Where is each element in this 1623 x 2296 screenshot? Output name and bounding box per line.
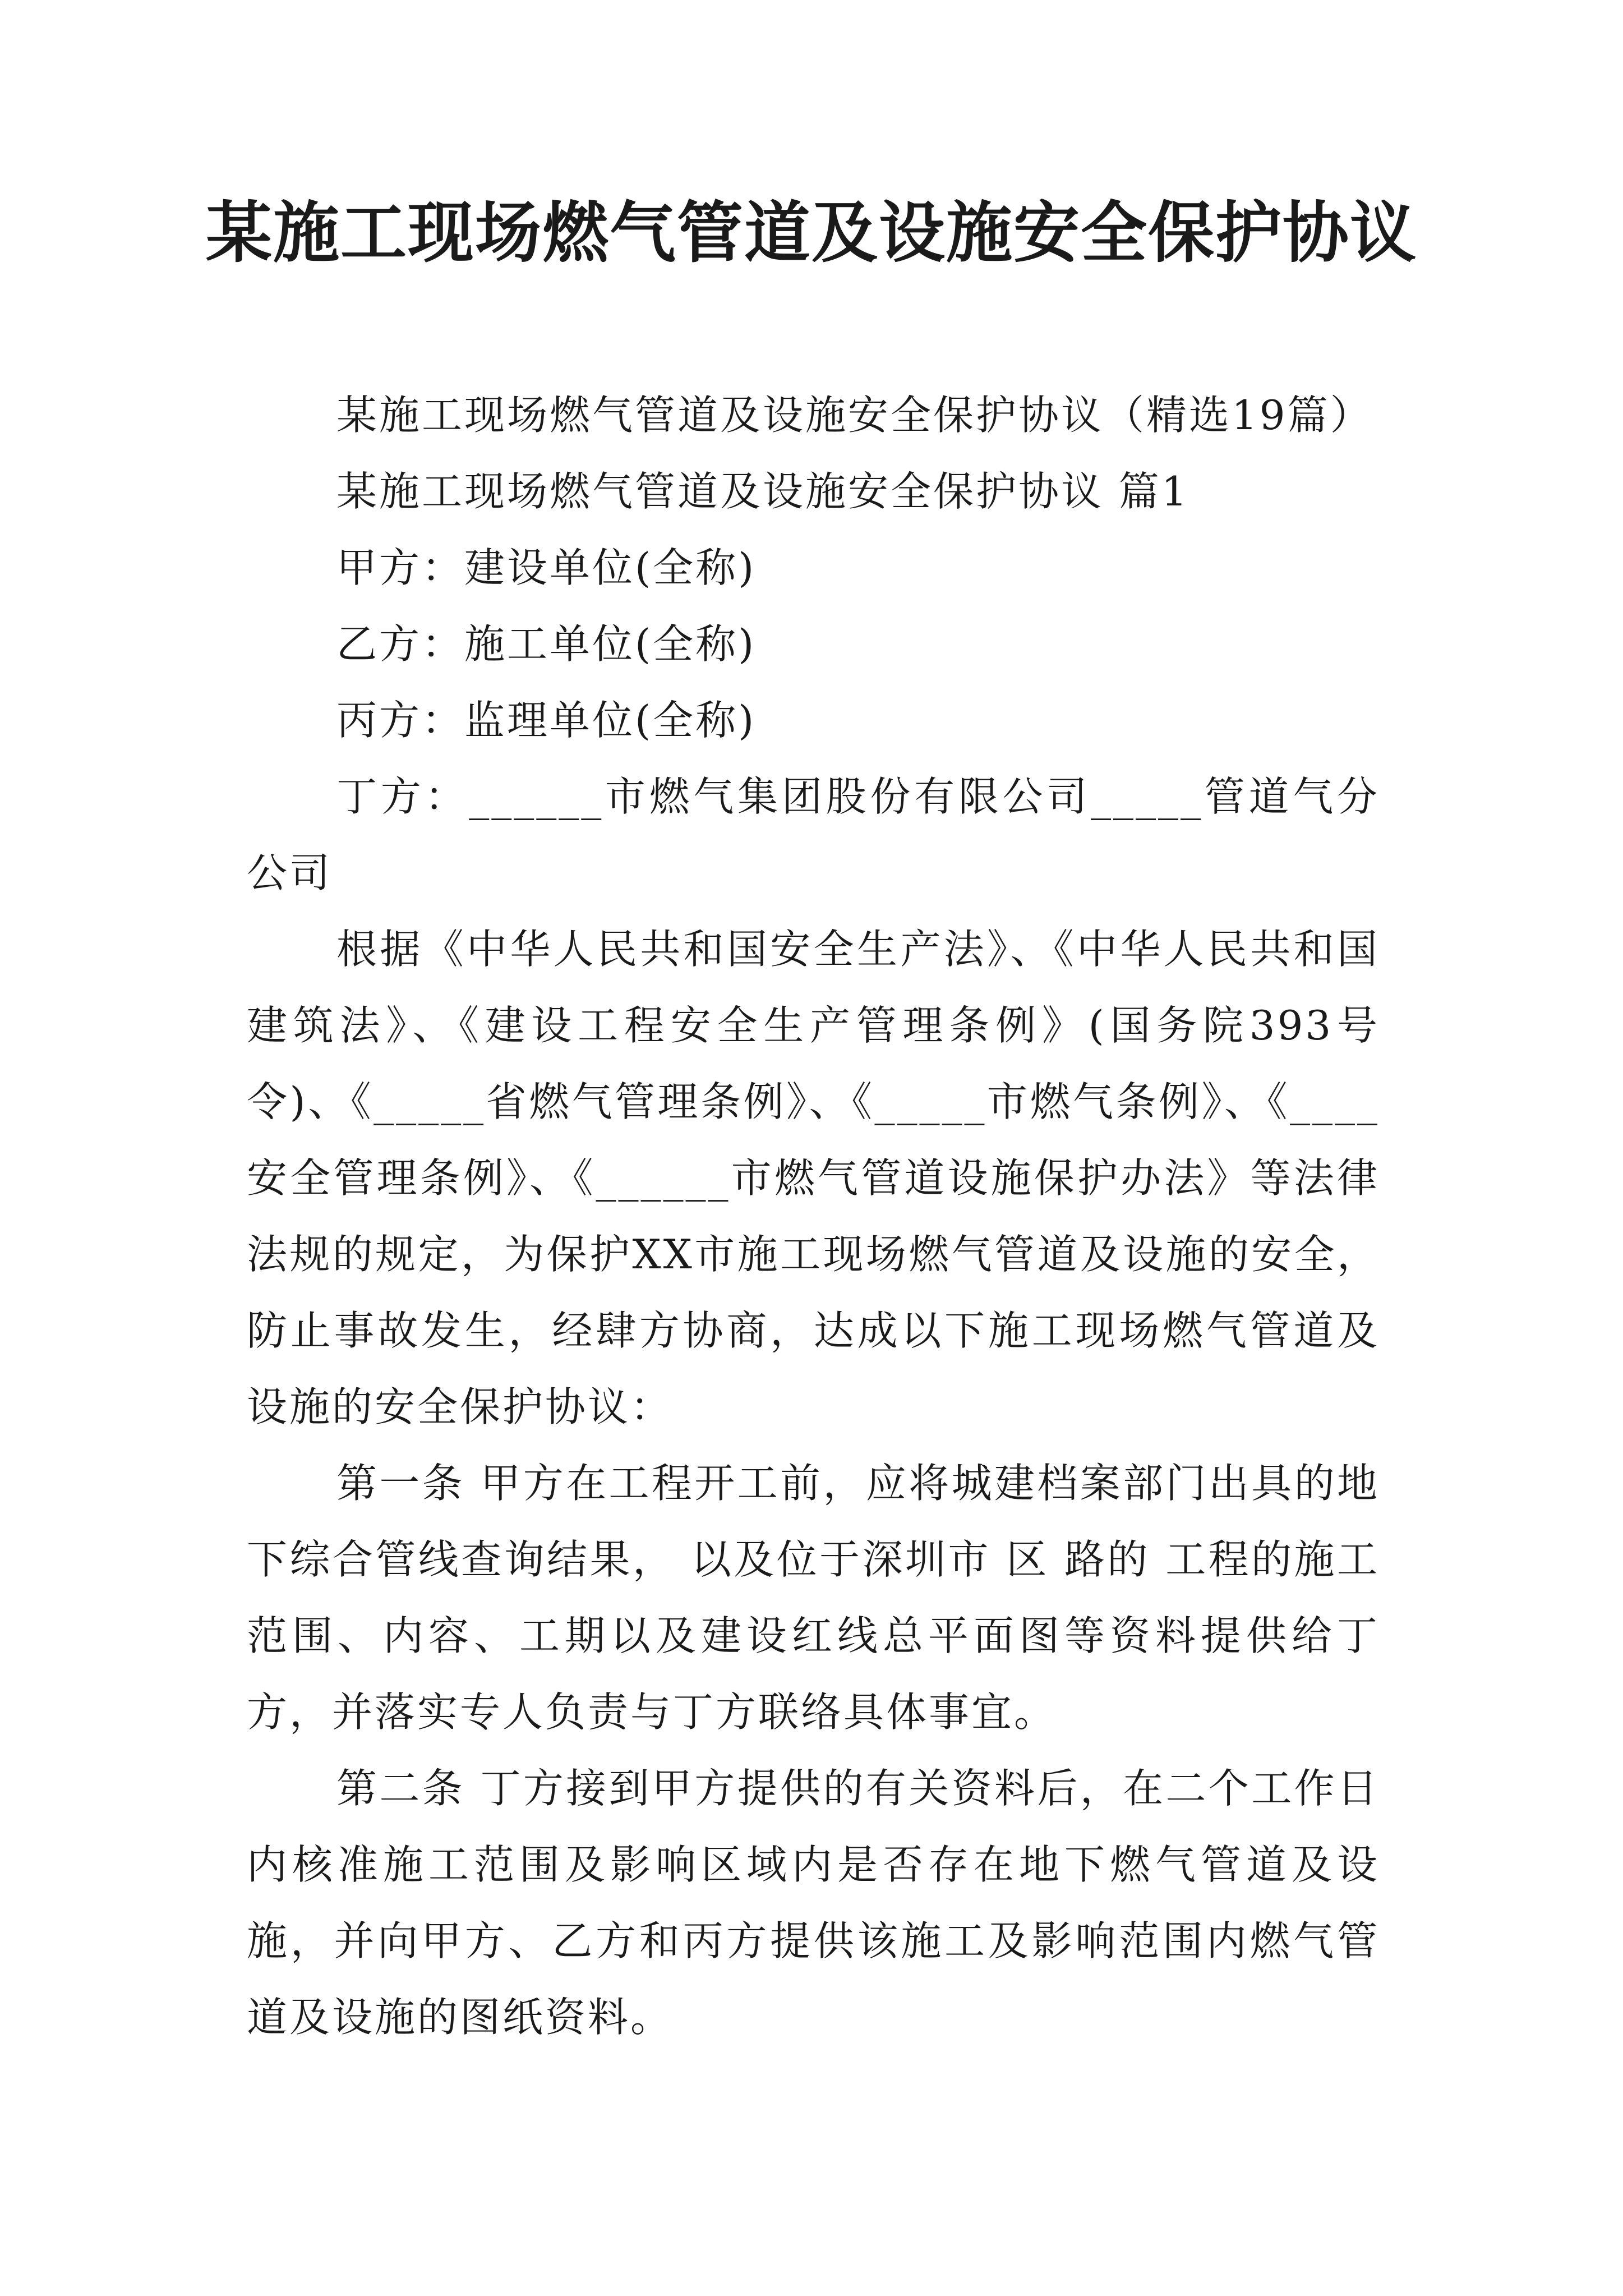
party-a: 甲方：建设单位(全称) bbox=[336, 544, 757, 591]
article-2: 第二条 丁方接到甲方提供的有关资料后，在二个工作日内核准施工范围及影响区域内是否存在地下燃气管道及设施，并向甲方、乙方和丙方提供该施工及影响范围内燃气管道及设施的图纸资料。 bbox=[247, 1765, 1380, 2041]
party-c: 丙方：监理单位(全称) bbox=[336, 697, 757, 744]
party-d: 丁方：______市燃气集团股份有限公司_____管道气分公司 bbox=[247, 773, 1380, 896]
subtitle-paragraph: 某施工现场燃气管道及设施安全保护协议（精选19篇） bbox=[336, 392, 1373, 439]
party-b: 乙方：施工单位(全称) bbox=[336, 620, 757, 668]
document-body bbox=[247, 377, 1380, 2055]
article-1: 第一条 甲方在工程开工前，应将城建档案部门出具的地下综合管线查询结果， 以及位于深圳市 区 路的 工程的施工范围、内容、工期以及建设红线总平面图等资料提供给丁方，并落实专人负责与丁方联络具体事宜。 bbox=[247, 1460, 1380, 1736]
document-title: 某施工现场燃气管道及设施安全保护协议 bbox=[205, 194, 1417, 272]
preamble-paragraph: 根据《中华人民共和国安全生产法》、《中华人民共和国建筑法》、《建设工程安全生产管理条例》(国务院393号令)、《_____省燃气管理条例》、《_____市燃气条例》、《____安全管理条例》、《______市燃气管道设施保护办法》等法律法规的规定，为保护XX市施工现场燃气管道及设施的安全，防止事故发生，经肆方协商，达成以下施工现场燃气管道及设施的安全保护协议： bbox=[247, 926, 1380, 1430]
section-heading: 某施工现场燃气管道及设施安全保护协议 篇1 bbox=[336, 468, 1189, 515]
